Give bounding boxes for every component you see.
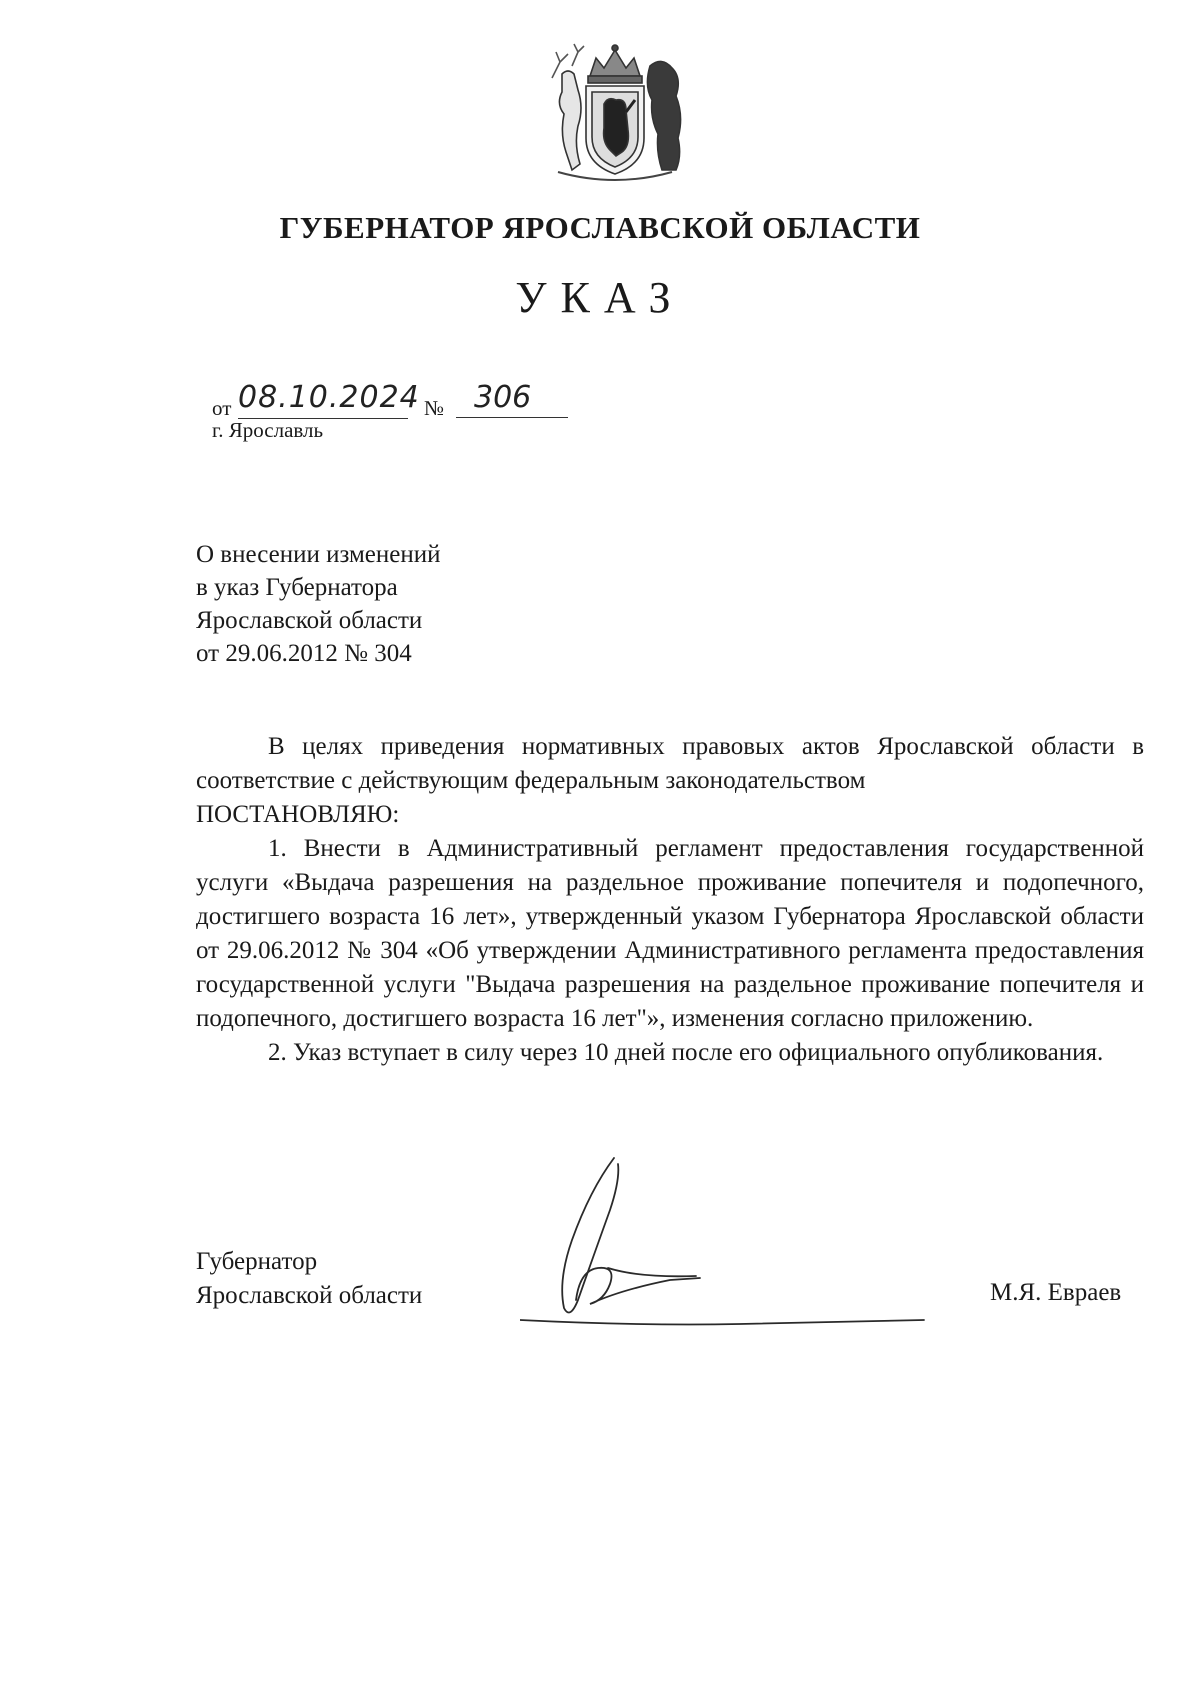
subject-line: от 29.06.2012 № 304 — [196, 640, 412, 667]
document-type: УКАЗ — [515, 273, 685, 322]
handwritten-signature-icon — [520, 1150, 940, 1340]
decree-subject — [196, 538, 441, 670]
clause-1: 1. Внести в Административный регламент предоставления государственной услуги «Выдача разрешения на раздельное проживание попечителя и подопечного, достигшего возраста 16 лет», утвержденный указом Губернатора Ярославской области от 29.06.2012 № 304 «Об утверждении Административного регламента предоставления государственной услуги "Выдача разрешения на раздельное проживание попечителя и подопечного, достигшего возраста 16 лет"», изменения согласно приложению. — [196, 835, 1144, 1032]
date-prefix: от — [212, 396, 232, 420]
preamble: В целях приведения нормативных правовых актов Ярославской области в соответствие с действующим федеральным законодательством — [196, 733, 1144, 794]
decree-body — [196, 730, 1144, 1070]
yaroslavl-coat-of-arms-icon — [538, 38, 692, 188]
registration-line — [212, 382, 612, 422]
position-line: Ярославской области — [196, 1282, 423, 1309]
handwritten-date: 08.10.2024 — [238, 380, 408, 419]
signatory-position — [196, 1245, 422, 1313]
subject-line: О внесении изменений — [196, 541, 441, 568]
city: г. Ярославль — [212, 418, 324, 442]
decree-word: ПОСТАНОВЛЯЮ: — [196, 801, 400, 828]
signatory-name: М.Я. Евраев — [990, 1279, 1122, 1306]
number-sign: № — [424, 396, 445, 420]
clause-2: 2. Указ вступает в силу через 10 дней после его официального опубликования. — [268, 1039, 1104, 1066]
issuer-title: ГУБЕРНАТОР ЯРОСЛАВСКОЙ ОБЛАСТИ — [279, 210, 921, 245]
handwritten-number: 306 — [456, 380, 568, 418]
subject-line: Ярославской области — [196, 607, 423, 634]
subject-line: в указ Губернатора — [196, 574, 398, 601]
position-line: Губернатор — [196, 1248, 318, 1275]
